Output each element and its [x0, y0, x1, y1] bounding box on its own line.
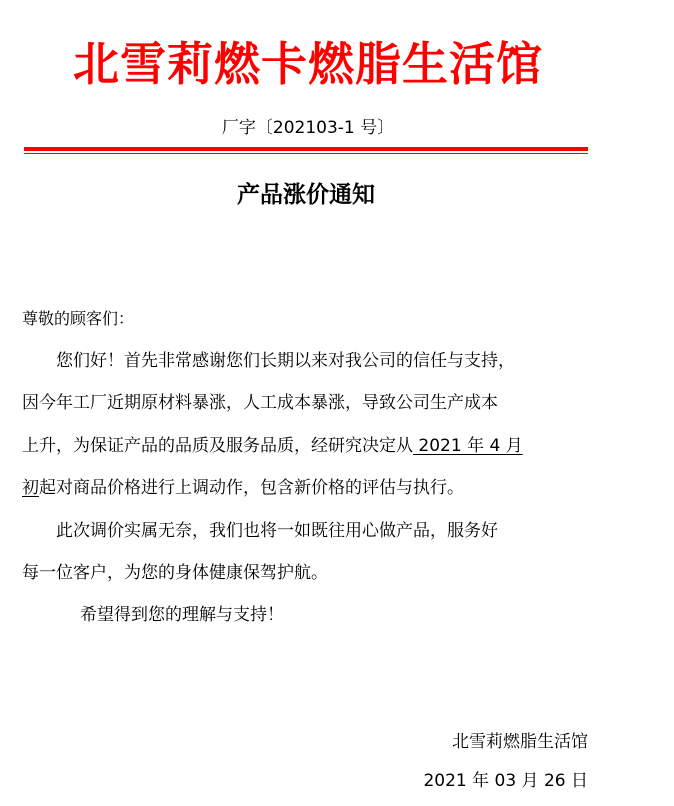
- organization-header: 北雪莉燃卡燃脂生活馆: [73, 37, 543, 91]
- document-number: 厂字〔202103-1 号〕: [221, 118, 395, 138]
- paragraph-2-line-2: 每一位客户，为您的身体健康保驾护航。: [22, 563, 328, 583]
- paragraph-1-line-4-text: 起对商品价格进行上调动作，包含新价格的评估与执行。: [39, 478, 464, 498]
- paragraph-2-line-1: 此次调价实属无奈，我们也将一如既往用心做产品，服务好: [56, 521, 498, 541]
- effective-date-part-2: 初: [22, 478, 39, 498]
- paragraph-1-line-1: 您们好！首先非常感谢您们长期以来对我公司的信任与支持，: [56, 351, 515, 371]
- paragraph-1-line-3-text: 上升，为保证产品的品质及服务品质，经研究决定从: [22, 436, 413, 456]
- paragraph-1-line-2: 因今年工厂近期原材料暴涨，人工成本暴涨，导致公司生产成本: [22, 393, 498, 413]
- paragraph-1-line-3: [22, 431, 523, 456]
- red-divider-thin: [24, 153, 588, 154]
- closing-line: 希望得到您的理解与支持！: [80, 605, 284, 625]
- notice-title: 产品涨价通知: [237, 182, 375, 208]
- paragraph-1-line-4: [22, 473, 464, 498]
- salutation: 尊敬的顾客们：: [22, 309, 135, 328]
- signature-organization: 北雪莉燃脂生活馆: [452, 732, 588, 752]
- signature-date: 2021 年 03 月 26 日: [423, 771, 588, 791]
- red-divider-thick: [24, 147, 588, 151]
- effective-date-part-1: 2021 年 4 月: [413, 436, 523, 456]
